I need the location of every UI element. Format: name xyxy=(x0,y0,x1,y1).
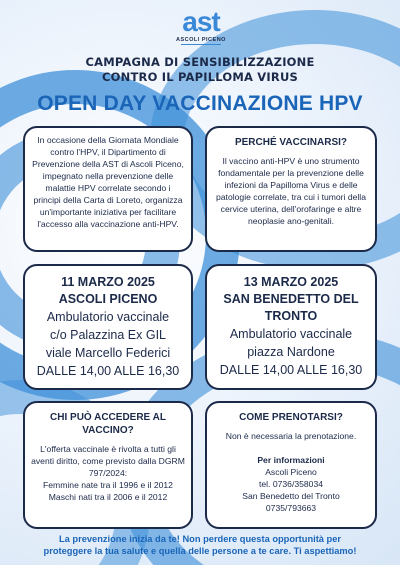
logo-rule xyxy=(181,44,221,45)
who-men: Maschi nati tra il 2006 e il 2012 xyxy=(48,492,168,502)
event-card-ascoli xyxy=(23,264,193,390)
footer-line-2: proteggere la tua salute e quella delle persone a te care. Ti aspettiamo! xyxy=(43,546,357,556)
logo-brand: ast xyxy=(182,6,220,37)
ast-logo xyxy=(168,8,234,45)
why-card xyxy=(205,126,377,252)
event1-hours: DALLE 14,00 ALLE 16,30 xyxy=(36,364,180,378)
footer-line-1: La prevenzione inizia da te! Non perdere questa opportunità per xyxy=(58,534,342,544)
event2-line2: piazza Nardone xyxy=(247,345,335,359)
event1-line1: Ambulatorio vaccinale xyxy=(46,310,170,324)
event1-line2: c/o Palazzina Ex GIL xyxy=(49,328,167,342)
info-city1: Ascoli Piceno xyxy=(265,467,317,477)
event2-date: 13 MARZO 2025 xyxy=(243,275,339,289)
event2-line1: Ambulatorio vaccinale xyxy=(229,327,353,341)
info-tel2: 0735/793663 xyxy=(265,503,317,513)
info-tel1: tel. 0736/358034 xyxy=(258,479,324,489)
booking-text: Non è necessaria la prenotazione. xyxy=(225,431,357,441)
logo-subtitle: ASCOLI PICENO xyxy=(176,37,226,43)
event1-city: ASCOLI PICENO xyxy=(58,292,158,306)
why-text: Il vaccino anti-HPV è uno strumento fondamentale per la prevenzione delle infezioni da Papilloma Virus e delle patologie correlate, tra cui i tumori della cervice uterina, dell'orofaringe e altre neoplasie ano-genitali. xyxy=(216,156,366,226)
event2-hours: DALLE 14,00 ALLE 16,30 xyxy=(219,363,363,377)
footer-message xyxy=(0,533,400,557)
event-card-san-benedetto xyxy=(205,264,377,390)
intro-text: In occasione della Giornata Mondiale contro l'HPV, il Dipartimento di Prevenzione della AST di Ascoli Piceno, impegnato nella prevenzione delle malattie HPV correlate secondo i principi della Carta di Loreto, organizza un'importante iniziativa per facilitare l'accesso alla vaccinazione anti-HPV. xyxy=(32,135,184,229)
booking-card xyxy=(205,401,377,529)
intro-card xyxy=(23,126,193,252)
why-title: PERCHÉ VACCINARSI? xyxy=(234,137,348,148)
info-title: Per informazioni xyxy=(257,455,325,465)
who-card xyxy=(23,401,193,529)
who-text: L'offerta vaccinale è rivolta a tutti gli aventi diritto, come previsto dalla DGRM 797/2024: xyxy=(31,444,185,478)
campaign-line-1: CAMPAGNA DI SENSIBILIZZAZIONE xyxy=(85,55,315,69)
campaign-heading xyxy=(0,55,400,85)
who-women: Femmine nate tra il 1996 e il 2012 xyxy=(43,480,173,490)
who-title: CHI PUÒ ACCEDERE AL VACCINO? xyxy=(50,412,166,436)
info-city2: San Benedetto del Tronto xyxy=(242,491,340,501)
booking-title: COME PRENOTARSI? xyxy=(239,412,343,423)
event1-date: 11 MARZO 2025 xyxy=(61,275,155,289)
event1-line3: viale Marcello Federici xyxy=(45,346,171,360)
page-title: OPEN DAY VACCINAZIONE HPV xyxy=(37,92,363,115)
event2-city: SAN BENEDETTO DEL TRONTO xyxy=(223,292,359,323)
campaign-line-2: CONTRO IL PAPILLOMA VIRUS xyxy=(102,70,298,84)
